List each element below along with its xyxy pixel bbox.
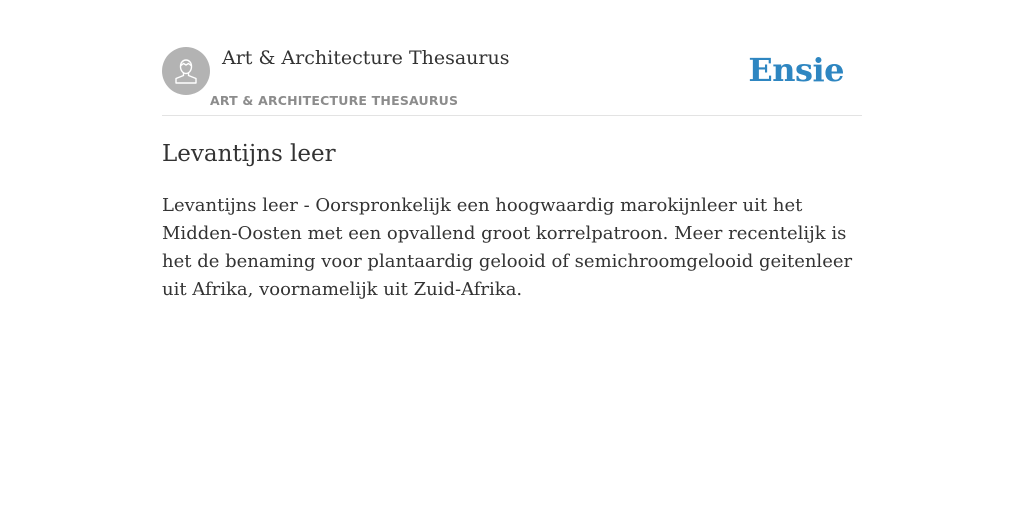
brand-logo[interactable]: Ensie	[748, 51, 844, 89]
definition-text: Levantijns leer - Oorspronkelijk een hoogwaardig marokijnleer uit het Midden-Oosten met een opvallend groot korrelpatroon. Meer recentelijk is het de benaming voor plantaardig gelooid of semichroomgelooid geitenleer uit Afrika, voornamelijk uit Zuid-Afrika.	[162, 195, 853, 300]
author-tag[interactable]: ART & ARCHITECTURE THESAURUS	[210, 93, 459, 108]
page-title: Levantijns leer	[162, 141, 336, 167]
author-avatar[interactable]	[162, 47, 210, 95]
author-name[interactable]: Art & Architecture Thesaurus	[222, 47, 510, 69]
user-avatar-icon	[171, 56, 201, 86]
entry-container	[162, 0, 862, 300]
entry-header	[162, 0, 862, 116]
